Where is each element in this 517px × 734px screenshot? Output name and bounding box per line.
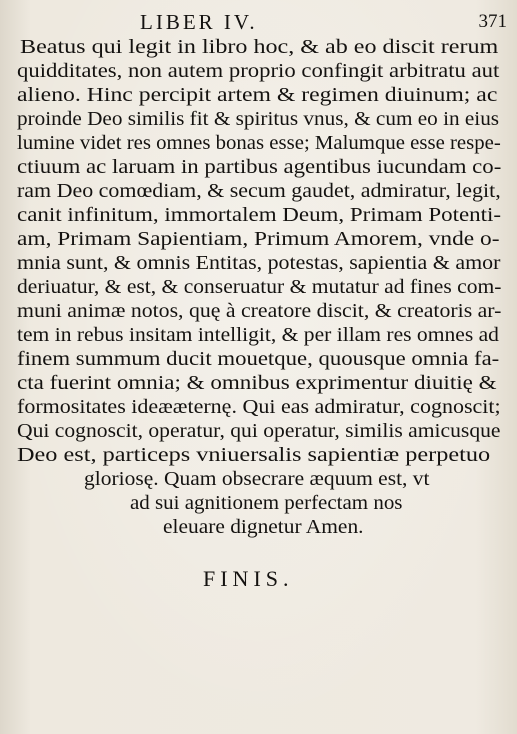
text-line: Deo est, particeps vniuersalis sapientiæ perpetuo (17, 445, 491, 466)
finis-colophon: FINIS. (203, 566, 294, 591)
text-line: deriuatur, & est, & conseruatur & mutatur ad fines com- (17, 277, 502, 298)
page-number: 371 (478, 11, 507, 32)
text-line: alieno. Hinc percipit artem & regimen diuinum; ac (17, 85, 498, 106)
text-line: eleuare dignetur Amen. (163, 517, 364, 538)
text-line: Beatus qui legit in libro hoc, & ab eo discit rerum (20, 37, 499, 58)
text-line: tem in rebus insitam intelligit, & per illam res omnes ad (17, 325, 499, 346)
text-line: gloriosę. Quam obsecrare æquum est, vt (84, 469, 430, 490)
text-line: ram Deo comœdiam, & secum gaudet, admiratur, legit, (17, 181, 501, 202)
text-line: cta fuerint omnia; & omnibus exprimentur diuitię & (17, 373, 497, 394)
text-line: am, Primam Sapientiam, Primum Amorem, vnde o- (17, 229, 500, 250)
text-line: formositates ideææternę. Qui eas admiratur, cognoscit; (17, 397, 501, 418)
text-line: finem summum ducit mouetque, quousque omnia fa- (17, 349, 500, 370)
text-line: muni animæ notos, quę à creatore discit, & creatoris ar- (17, 301, 502, 322)
text-line: ad sui agnitionem perfectam nos (130, 493, 403, 514)
text-line: canit infinitum, immortalem Deum, Primam Potenti- (17, 205, 502, 226)
text-line: lumine videt res omnes bonas esse; Malumque esse respe- (17, 133, 501, 154)
text-line: mnia sunt, & omnis Entitas, potestas, sapientia & amor (17, 253, 501, 274)
running-title: LIBER IV. (140, 10, 258, 34)
text-line: quidditates, non autem proprio confingit arbitratu aut (17, 61, 500, 82)
text-line: proinde Deo similis fit & spiritus vnus, & cum eo in eius (17, 109, 500, 130)
text-line: Qui cognoscit, operatur, qui operatur, similis amicusque (17, 421, 501, 442)
text-line: ctiuum ac laruam in partibus agentibus iucundam co- (17, 157, 502, 178)
